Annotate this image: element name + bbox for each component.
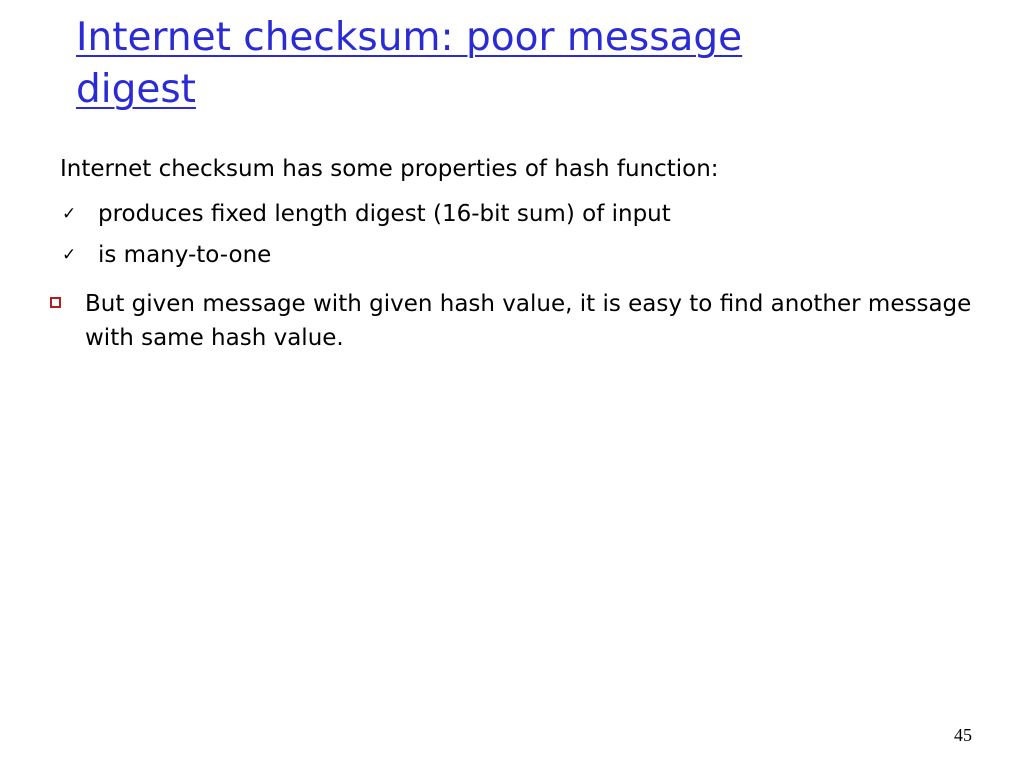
- check-mark-icon: ✓: [62, 204, 77, 224]
- hollow-square-icon: [50, 297, 61, 308]
- list-item: [60, 235, 671, 276]
- list-item: [60, 194, 671, 235]
- property-list: [60, 194, 671, 276]
- slide-title: Internet checksum: poor message digest: [76, 15, 743, 112]
- intro-text: Internet checksum has some properties of hash function:: [60, 156, 719, 182]
- property-label: is many-to-one: [98, 242, 272, 268]
- property-label: produces fixed length digest (16-bit sum) of input: [98, 201, 671, 227]
- page-number: 45: [954, 725, 972, 745]
- check-mark-icon: ✓: [62, 245, 77, 265]
- main-point-text: But given message with given hash value, it is easy to find another message with same hash value.: [85, 291, 972, 351]
- main-point: [50, 287, 980, 355]
